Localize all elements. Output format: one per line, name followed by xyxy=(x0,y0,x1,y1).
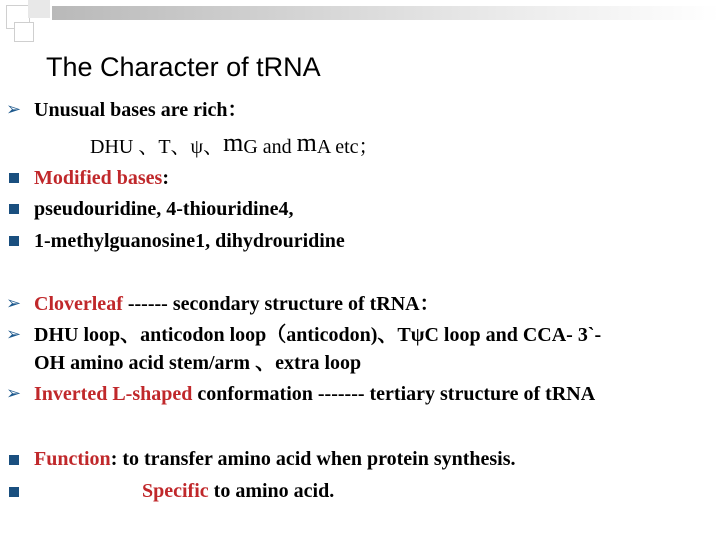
line-modified-bases xyxy=(34,165,169,191)
base-list-part-3: A etc； xyxy=(316,136,379,158)
base-list-part-1: DHU 、T、ψ、 xyxy=(90,136,224,158)
line-unusual-bases xyxy=(34,97,248,123)
modified-bases-label: Modified bases xyxy=(34,167,163,189)
square-bullet-icon xyxy=(9,173,19,183)
inverted-l-label: Inverted L-shaped xyxy=(34,383,193,405)
deco-square-2 xyxy=(28,0,50,18)
methyl-m-1: m xyxy=(223,128,244,157)
square-bullet-icon xyxy=(9,204,19,214)
line-inverted-l xyxy=(34,381,595,407)
methyl-m-2: m xyxy=(296,128,317,157)
line-methylguanosine: 1-methylguanosine1, dihydrouridine xyxy=(34,230,345,252)
slide-title: The Character of tRNA xyxy=(46,52,321,82)
specific-text: to amino acid. xyxy=(208,480,335,502)
line-base-list xyxy=(90,130,379,160)
arrow-bullet-icon: ➢ xyxy=(6,383,22,404)
cloverleaf-text: ------ secondary structure of tRNA： xyxy=(122,293,440,315)
unusual-bases-text: Unusual bases are rich： xyxy=(34,99,248,121)
arrow-bullet-icon: ➢ xyxy=(6,293,22,314)
line-function xyxy=(34,446,516,472)
base-list-part-2: G and xyxy=(243,136,297,158)
arrow-bullet-icon: ➢ xyxy=(6,99,22,120)
square-bullet-icon xyxy=(9,236,19,246)
line-cloverleaf xyxy=(34,291,440,317)
line-pseudouridine: pseudouridine, 4-thiouridine4, xyxy=(34,198,294,220)
function-label: Function xyxy=(34,448,111,470)
function-text: : to transfer amino acid when protein synthesis. xyxy=(110,448,516,470)
specific-label: Specific xyxy=(142,480,209,502)
deco-square-3 xyxy=(14,22,34,42)
cloverleaf-label: Cloverleaf xyxy=(34,293,123,315)
line-loops: DHU loop、anticodon loop（anticodon)、TψC loop and CCA- 3`- xyxy=(34,324,602,346)
modified-bases-colon: : xyxy=(162,167,170,189)
arrow-bullet-icon: ➢ xyxy=(6,324,22,345)
inverted-l-text: conformation ------- tertiary structure of tRNA xyxy=(192,383,596,405)
top-gradient-bar xyxy=(52,6,720,20)
line-stem-arm: OH amino acid stem/arm 、extra loop xyxy=(34,352,362,374)
square-bullet-icon xyxy=(9,455,19,465)
square-bullet-icon xyxy=(9,487,19,497)
line-specific xyxy=(142,478,334,504)
